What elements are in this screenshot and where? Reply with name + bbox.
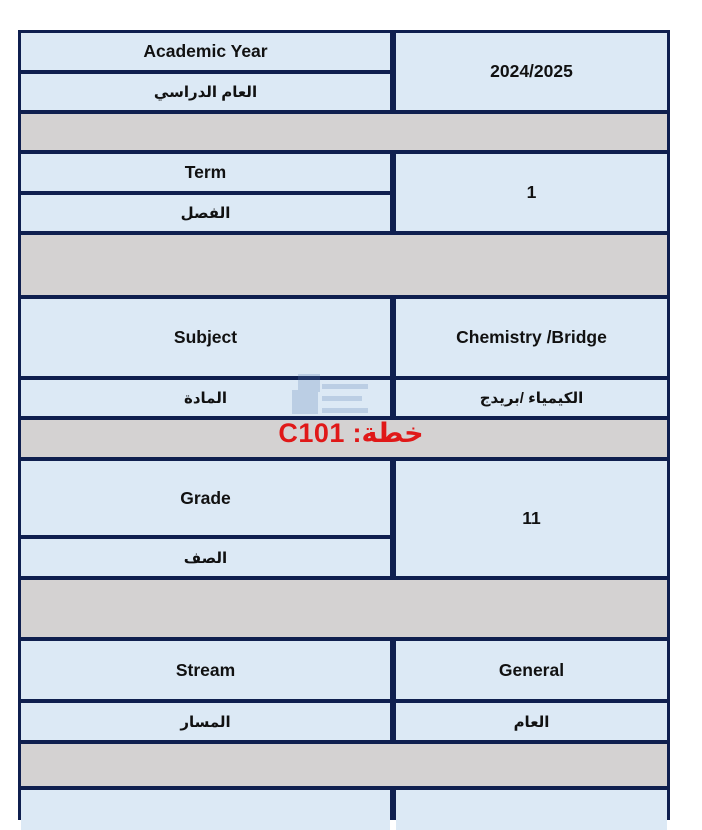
separator-row	[21, 580, 667, 637]
watermark-logo	[292, 372, 372, 418]
subject-value-ar: الكيمياء /بريدج	[396, 380, 667, 416]
separator-row	[21, 114, 667, 150]
academic-year-label-ar: العام الدراسي	[21, 74, 390, 110]
stream-label-ar: المسار	[21, 703, 390, 740]
academic-year-value: 2024/2025	[396, 33, 667, 110]
grade-label-en: Grade	[21, 461, 390, 535]
separator-row	[21, 744, 667, 786]
term-label-en: Term	[21, 154, 390, 191]
term-label-ar: الفصل	[21, 195, 390, 231]
stream-value-en: General	[396, 641, 667, 699]
grade-value: 11	[396, 461, 667, 576]
stream-value-ar: العام	[396, 703, 667, 740]
separator-row	[21, 235, 667, 295]
next-row-right	[396, 790, 667, 830]
next-row-left	[21, 790, 390, 830]
subject-value-en: Chemistry /Bridge	[396, 299, 667, 376]
plan-code-title: خطة: C101	[278, 418, 424, 448]
academic-year-label-en: Academic Year	[21, 33, 390, 70]
term-value: 1	[396, 154, 667, 231]
stream-label-en: Stream	[21, 641, 390, 699]
subject-label-ar: المادة	[21, 380, 390, 416]
subject-label-en: Subject	[21, 299, 390, 376]
grade-label-ar: الصف	[21, 539, 390, 576]
